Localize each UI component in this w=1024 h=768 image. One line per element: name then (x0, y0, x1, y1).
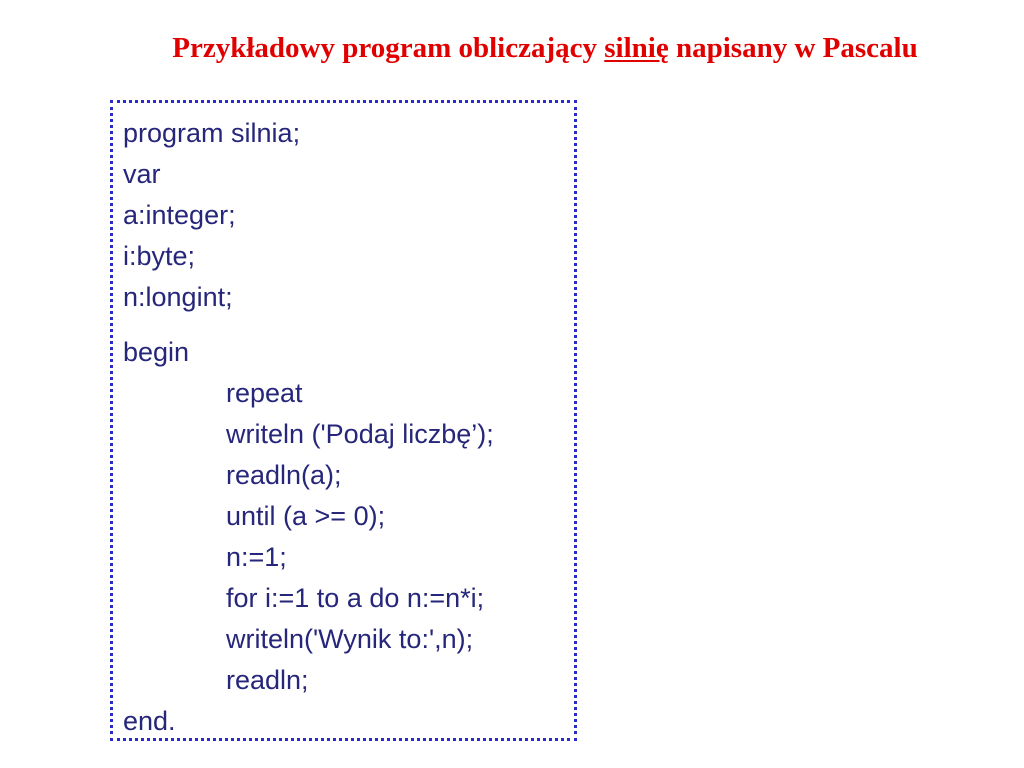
code-line-decl-a: a:integer; (123, 200, 236, 230)
code-line-for-loop: for i:=1 to a do n:=n*i; (226, 583, 485, 613)
code-line-until: until (a >= 0); (226, 501, 386, 531)
code-line-decl-i: i:byte; (123, 241, 196, 271)
code-line-readln-a: readln(a); (226, 460, 342, 490)
code-line-readln: readln; (226, 665, 309, 695)
title-prefix: Przykładowy program obliczający (172, 32, 605, 64)
slide-title (0, 32, 1024, 65)
code-line-init-n: n:=1; (226, 542, 287, 572)
code-line-var: var (123, 159, 161, 189)
code-line-prompt: writeln ('Podaj liczbę’); (226, 419, 494, 449)
code-line-begin: begin (123, 337, 190, 367)
silnia-link[interactable]: silnię (604, 32, 669, 64)
code-line-repeat: repeat (226, 378, 303, 408)
code-line-result: writeln('Wynik to:',n); (226, 624, 474, 654)
code-line-decl-n: n:longint; (123, 282, 233, 312)
code-line-end: end. (123, 706, 176, 736)
title-suffix: napisany w Pascalu (668, 32, 918, 64)
code-line-program: program silnia; (123, 118, 301, 148)
code-listing-box (110, 100, 577, 741)
paragraph-gap (123, 318, 494, 332)
pascal-code (123, 113, 494, 742)
